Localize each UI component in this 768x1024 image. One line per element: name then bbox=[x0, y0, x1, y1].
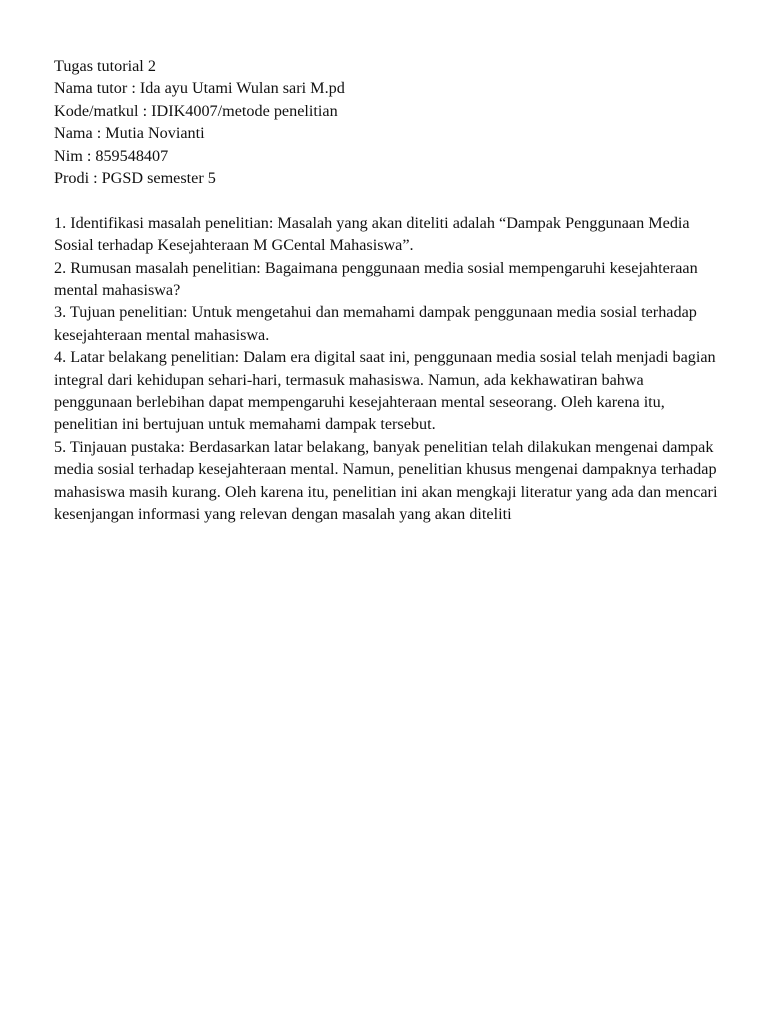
assignment-title: Tugas tutorial 2 bbox=[54, 57, 156, 75]
document-body bbox=[54, 55, 724, 526]
student-name-line: Nama : Mutia Novianti bbox=[54, 124, 205, 143]
course-line: Kode/matkul : IDIK4007/metode penelitian bbox=[54, 101, 338, 120]
program-line: Prodi : PGSD semester 5 bbox=[54, 169, 216, 188]
item-research-background: 4. Latar belakang penelitian: Dalam era digital saat ini, penggunaan media sosial telah menjadi bagian integral dari kehidupan sehari-hari, termasuk mahasiswa. Namun, ada kekhawatiran bahwa penggunaan berlebihan dapat mempengaruhi kesejahteraan mental seseorang. Oleh karena itu, penelitian ini bertujuan untuk memahami dampak tersebut. bbox=[54, 348, 716, 434]
item-research-objective: 3. Tujuan penelitian: Untuk mengetahui dan memahami dampak penggunaan media sosial terhadap kesejahteraan mental mahasiswa. bbox=[54, 303, 697, 344]
item-problem-identification: 1. Identifikasi masalah penelitian: Masalah yang akan diteliti adalah “Dampak Penggunaan Media Sosial terhadap Kesejahteraan M GCental Mahasiswa”. bbox=[54, 213, 690, 255]
item-literature-review: 5. Tinjauan pustaka: Berdasarkan latar belakang, banyak penelitian telah dilakukan mengenai dampak media sosial terhadap kesejahteraan mental. Namun, penelitian khusus mengenai dampaknya terhadap mahasiswa masih kurang. Oleh karena itu, penelitian ini akan mengkaji literatur yang ada dan mencari kesenjangan informasi yang relevan dengan masalah yang akan diteliti bbox=[54, 437, 718, 524]
tutor-line: Nama tutor : Ida ayu Utami Wulan sari M.pd bbox=[54, 79, 345, 98]
item-problem-formulation: 2. Rumusan masalah penelitian: Bagaimana penggunaan media sosial mempengaruhi kesejahteraan mental mahasiswa? bbox=[54, 258, 698, 300]
student-id-line: Nim : 859548407 bbox=[54, 146, 169, 165]
section-spacer bbox=[54, 189, 724, 211]
